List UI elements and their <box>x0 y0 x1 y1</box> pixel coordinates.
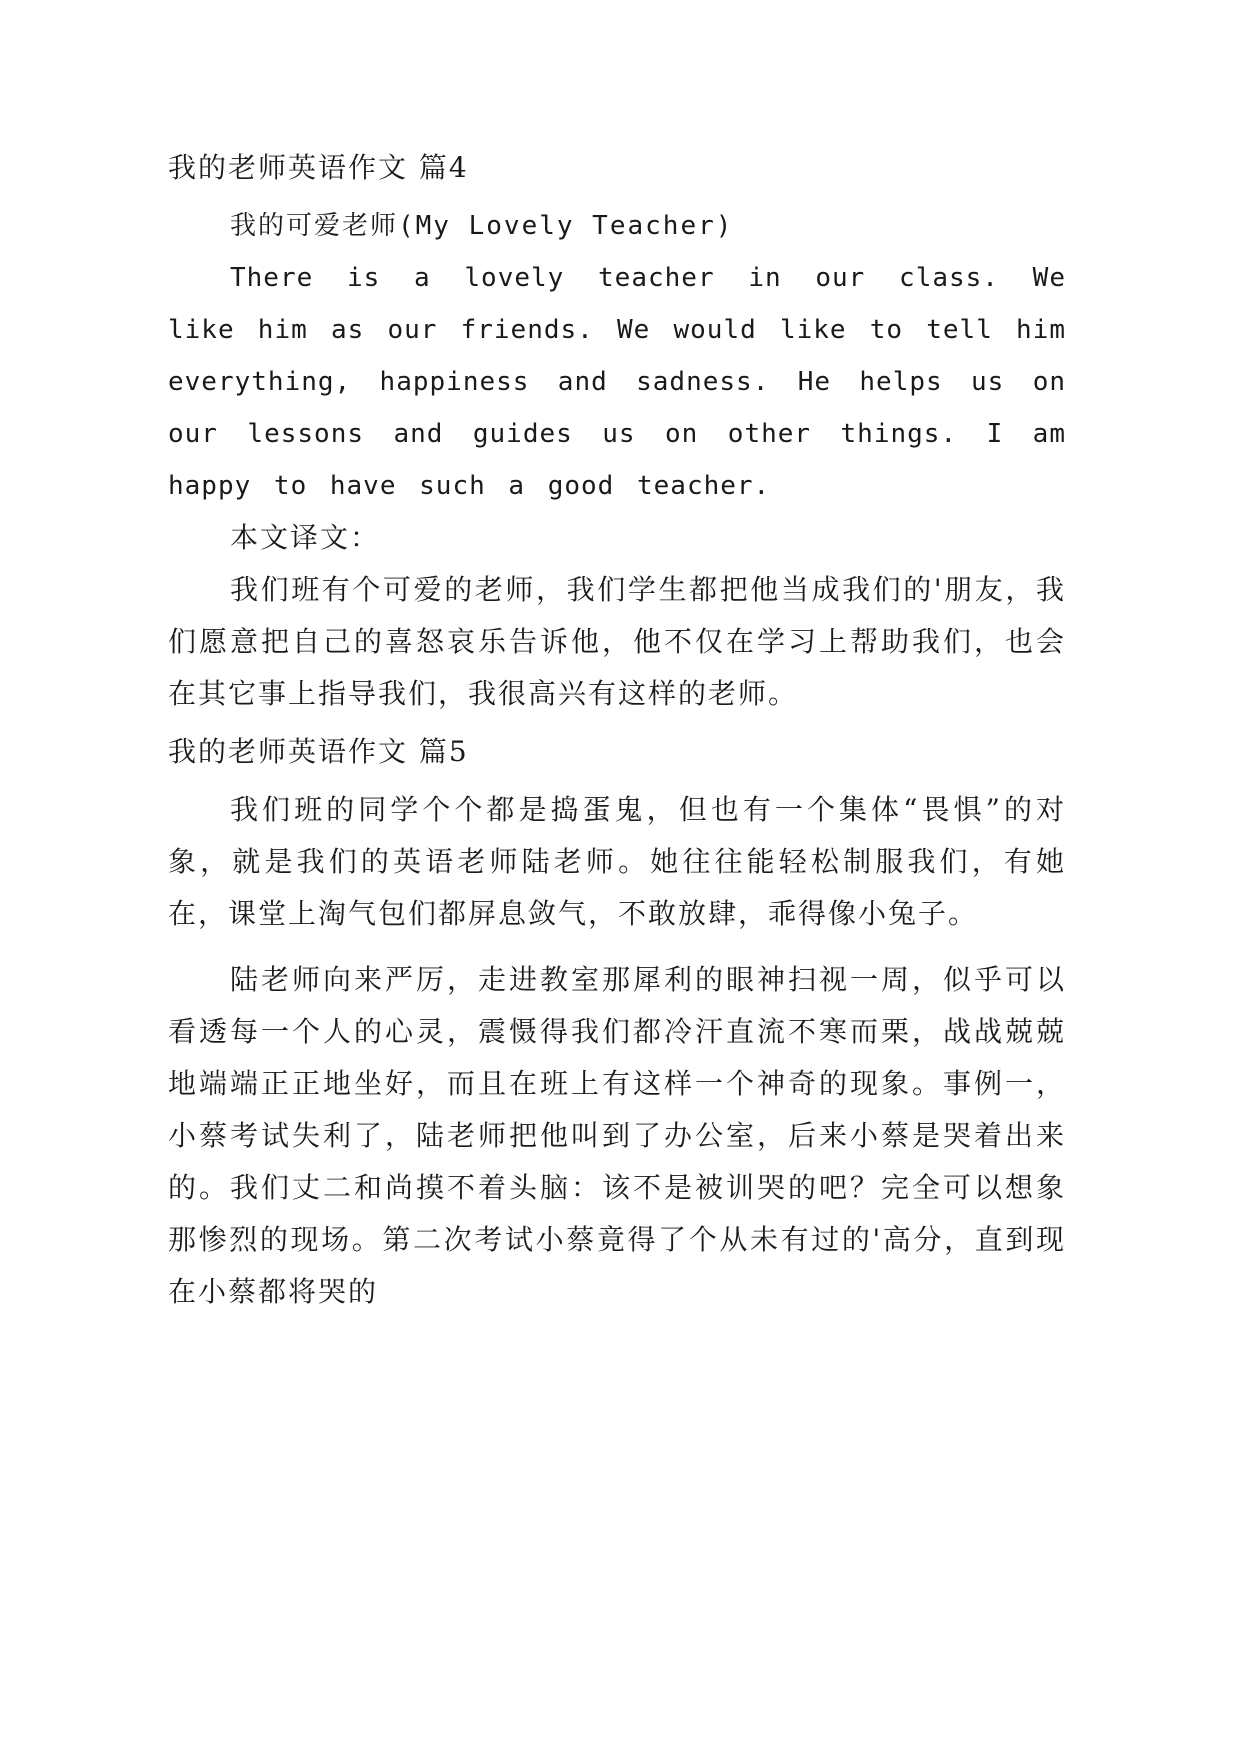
translation-label: 本文译文： <box>230 521 381 554</box>
section-heading-4: 我的老师英语作文 篇4 <box>168 151 469 184</box>
paragraph-gap <box>168 940 1066 954</box>
section-heading-5: 我的老师英语作文 篇5 <box>168 735 469 768</box>
translation-paragraph: 我们班有个可爱的老师，我们学生都把他当成我们的'朋友，我们愿意把自己的喜怒哀乐告诉他，他不仅在学习上帮助我们，也会在其它事上指导我们，我很高兴有这样的老师。 <box>168 573 1066 710</box>
essay-title: 我的可爱老师(My Lovely Teacher) <box>230 211 734 241</box>
document-content <box>168 150 1066 1318</box>
section5-paragraph-1: 我们班的同学个个都是捣蛋鬼，但也有一个集体“畏惧”的对象，就是我们的英语老师陆老师。她往往能轻松制服我们，有她在，课堂上淘气包们都屏息敛气，不敢放肆，乖得像小兔子。 <box>168 793 1066 930</box>
english-paragraph: There is a lovely teacher in our class. We like him as our friends. We would like to tell him everything, happiness and sadness. He helps us on our lessons and guides us on other things. I am happy to have such a good teacher. <box>168 263 1066 501</box>
section5-paragraph-2: 陆老师向来严厉，走进教室那犀利的眼神扫视一周，似乎可以看透每一个人的心灵，震慑得我们都冷汗直流不寒而栗，战战兢兢地端端正正地坐好，而且在班上有这样一个神奇的现象。事例一，小蔡考试失利了，陆老师把他叫到了办公室，后来小蔡是哭着出来的。我们丈二和尚摸不着头脑：该不是被训哭的吧？完全可以想象那惨烈的现场。第二次考试小蔡竟得了个从未有过的'高分，直到现在小蔡都将哭的 <box>168 963 1066 1308</box>
